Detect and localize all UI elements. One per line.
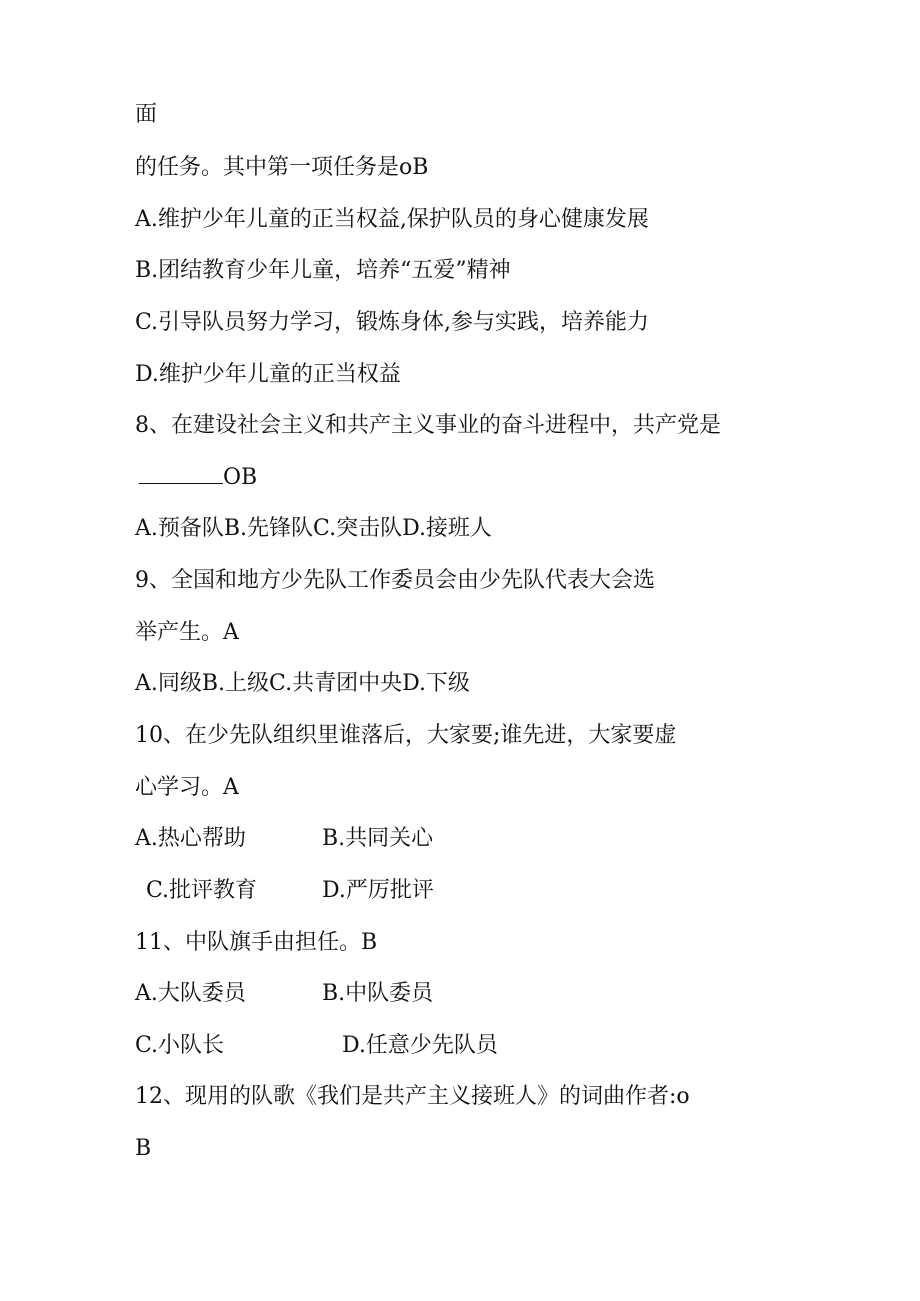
answer-blank-line	[139, 464, 257, 492]
option-line: A.维护少年儿童的正当权益,保护队员的身心健康发展	[135, 207, 649, 232]
text-line: 举产生。A	[135, 620, 239, 645]
option-a: A.大队委员	[135, 981, 246, 1006]
question-line: 12、现用的队歌《我们是共产主义接班人》的词曲作者:o	[135, 1084, 690, 1109]
option-line: B.团结教育少年儿童，培养“五爱”精神	[135, 258, 511, 283]
text-line: B	[135, 1136, 152, 1161]
option-d: D.严厉批评	[322, 878, 434, 903]
option-line: A.预备队B.先锋队C.突击队D.接班人	[135, 516, 492, 541]
option-line: C.引导队员努力学习，锻炼身体,参与实践，培养能力	[135, 310, 650, 335]
question-line: 8、在建设社会主义和共产主义事业的奋斗进程中，共产党是	[135, 413, 721, 438]
text-line: 面	[135, 102, 158, 127]
option-line: D.维护少年儿童的正当权益	[135, 362, 401, 387]
option-c: C.批评教育	[146, 878, 258, 903]
option-c: C.小队长	[135, 1033, 225, 1058]
question-line: 9、全国和地方少先队工作委员会由少先队代表大会选	[135, 568, 655, 593]
answer-text: OB	[223, 465, 258, 490]
option-b: B.中队委员	[322, 981, 434, 1006]
fill-blank	[139, 465, 223, 484]
question-line: 10、在少先队组织里谁落后，大家要;谁先进，大家要虚	[135, 723, 677, 748]
option-line: A.同级B.上级C.共青团中央D.下级	[135, 671, 470, 696]
option-b: B.共同关心	[322, 826, 434, 851]
text-line: 心学习。A	[135, 775, 239, 800]
option-d: D.任意少先队员	[342, 1033, 498, 1058]
option-a: A.热心帮助	[135, 826, 246, 851]
question-line: 11、中队旗手由担任。B	[135, 930, 378, 955]
text-line: 的任务。其中第一项任务是oB	[135, 155, 429, 180]
